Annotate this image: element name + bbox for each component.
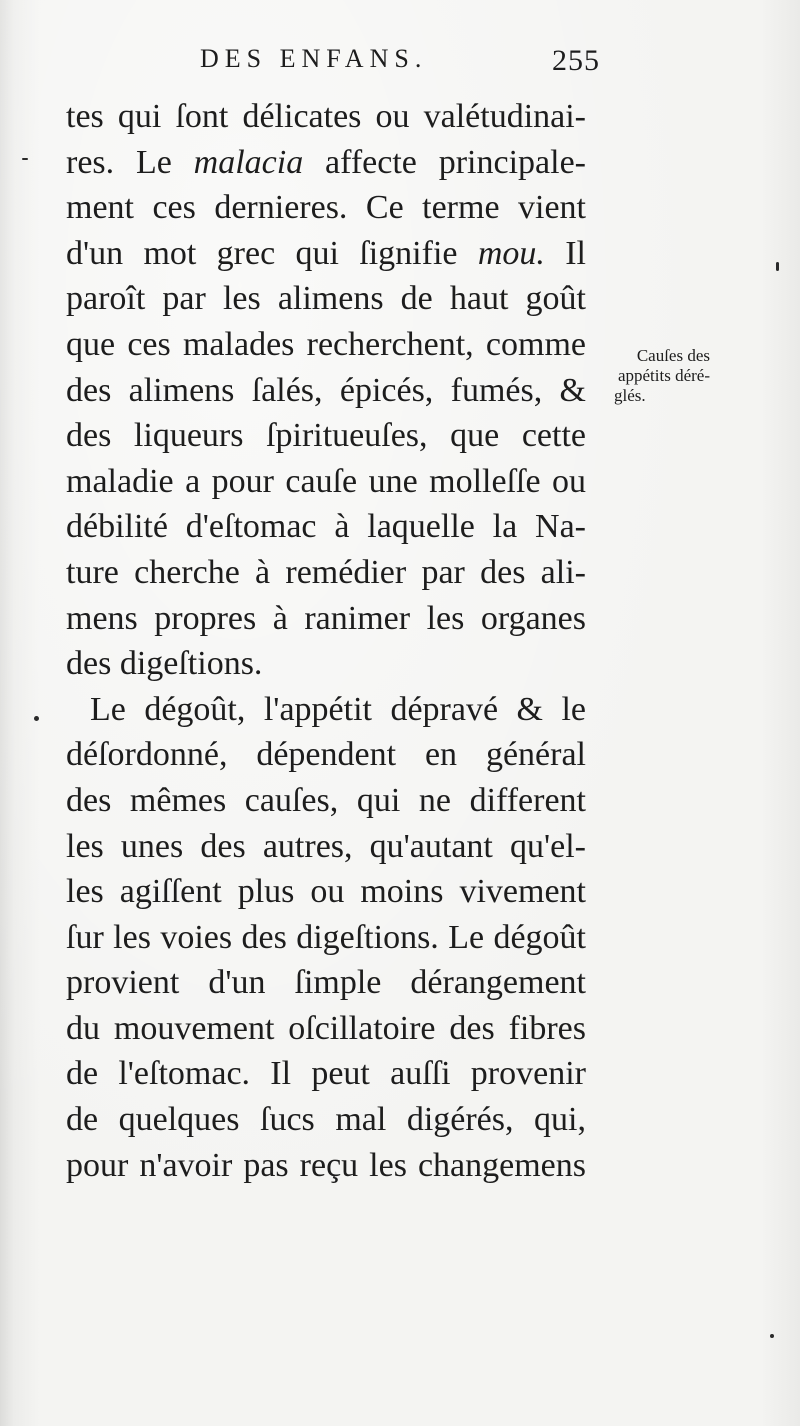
text-line: ment ces dernieres. Ce terme vient <box>66 189 586 227</box>
text-line: mens propres à ranimer les organes <box>66 599 586 637</box>
text-line: de l'eſtomac. Il peut auſſi provenir <box>66 1055 586 1093</box>
text-line: ture cherche à remédier par des ali- <box>66 553 586 591</box>
text-line: maladie a pour cauſe une molleſſe ou <box>66 462 586 500</box>
ink-speck <box>22 158 28 160</box>
text-line: pour n'avoir pas reçu les changemens <box>66 1146 586 1184</box>
marginal-note-line: glés. <box>614 386 646 405</box>
marginal-note-line: appétits déré- <box>617 366 710 385</box>
text-line: des liqueurs ſpiritueuſes, que cette <box>66 417 586 455</box>
ink-speck <box>34 716 39 721</box>
body-text <box>66 94 586 1188</box>
text-line: les agiſſent plus ou moins vivement <box>66 873 586 911</box>
text-line: des digeſtions. <box>66 645 263 683</box>
text-line: d'un mot grec qui ſignifie mou. Il <box>66 234 586 272</box>
italic-term: mou. <box>477 234 545 272</box>
ink-speck <box>770 1334 774 1338</box>
marginal-note-line: Cauſes des <box>636 346 710 365</box>
text-line: du mouvement oſcillatoire des fibres <box>66 1009 586 1047</box>
running-title: DES ENFANS. <box>200 44 428 73</box>
text-line: débilité d'eſtomac à laquelle la Na- <box>66 508 586 546</box>
text-line: des mêmes cauſes, qui ne different <box>66 781 586 819</box>
page-number: 255 <box>552 44 600 77</box>
text-line: paroît par les alimens de haut goût <box>66 280 586 318</box>
text-line: déſordonné, dépendent en général <box>66 736 586 774</box>
text-line: que ces malades recherchent, comme <box>66 325 586 363</box>
italic-term: malacia <box>193 143 304 181</box>
running-head <box>200 44 600 84</box>
text-line: les unes des autres, qu'autant qu'el- <box>66 827 586 865</box>
text-line: provient d'un ſimple dérangement <box>66 964 586 1002</box>
text-line: des alimens ſalés, épicés, fumés, & <box>66 371 586 409</box>
ink-speck <box>776 262 779 271</box>
marginal-note <box>592 346 710 406</box>
text-line: de quelques ſucs mal digérés, qui, <box>66 1101 586 1139</box>
text-line: ſur les voies des digeſtions. Le dégoût <box>66 918 586 956</box>
text-line: res. Le malacia affecte principale- <box>66 143 586 181</box>
text-line: tes qui ſont délicates ou valétudinai- <box>66 98 586 135</box>
text-line: Le dégoût, l'appétit dépravé & le <box>90 690 586 728</box>
